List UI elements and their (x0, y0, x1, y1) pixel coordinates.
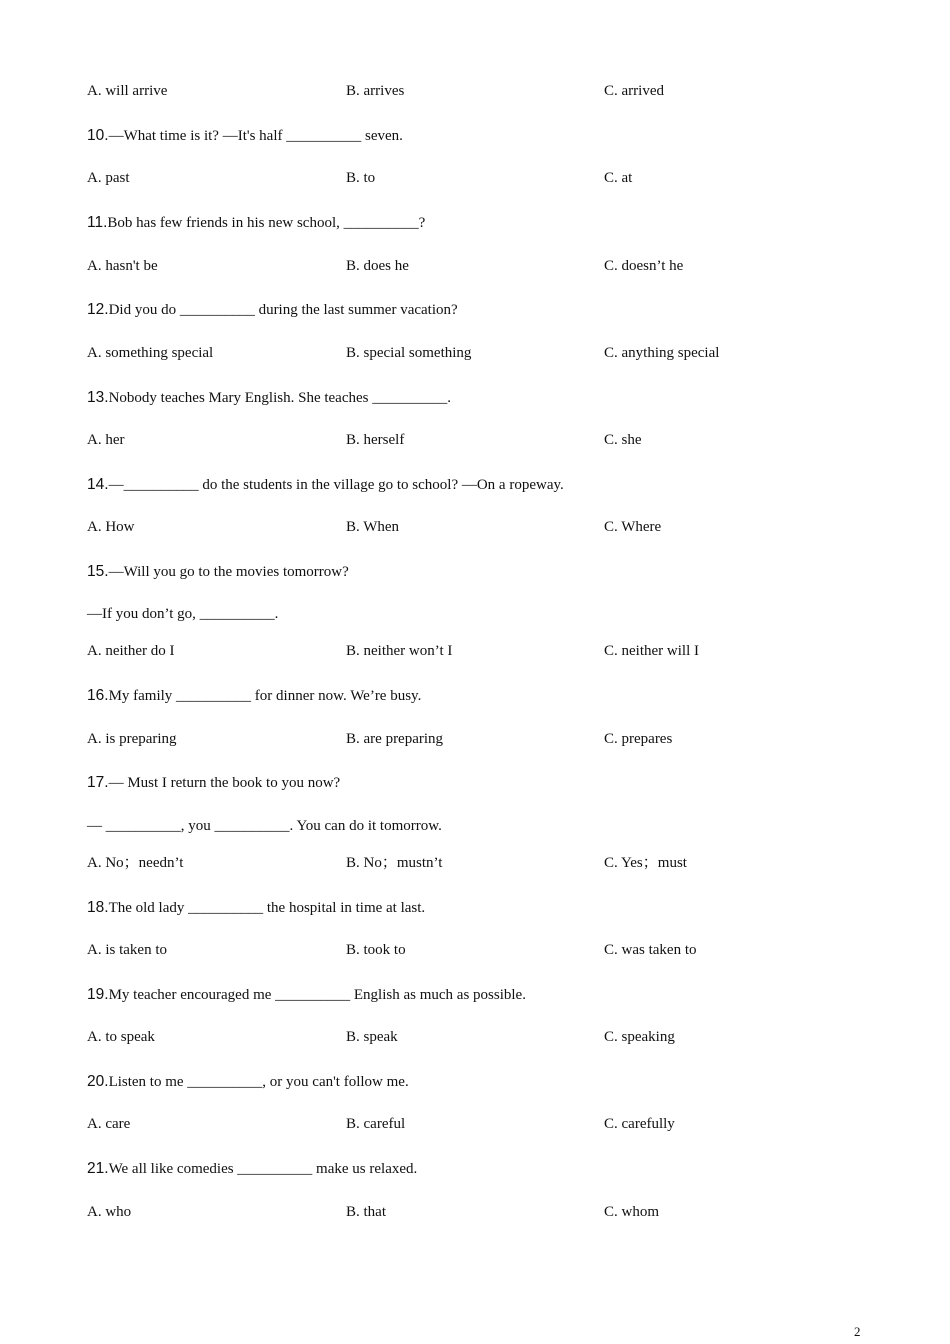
option-a: A. to speak (87, 1029, 155, 1045)
option-a: A. care (87, 1116, 131, 1132)
question-20-stem (87, 1071, 887, 1093)
option-c: C. carefully (604, 1116, 675, 1132)
option-c: C. she (604, 432, 642, 448)
page-number: 2 (854, 1324, 861, 1339)
option-b: B. arrives (346, 83, 405, 99)
question-text: My teacher encouraged me __________ English as much as possible. (108, 987, 526, 1003)
option-b: B. herself (346, 432, 405, 448)
question-number: 15. (87, 563, 109, 580)
question-text: Did you do __________ during the last summer vacation? (108, 302, 458, 318)
option-b: B. to (346, 170, 376, 186)
question-10-stem (87, 125, 887, 147)
option-c: C. at (604, 170, 633, 186)
question-18-options (87, 939, 887, 961)
option-b: B. careful (346, 1116, 406, 1132)
question-text: —__________ do the students in the village go to school? —On a ropeway. (108, 477, 564, 493)
question-18-stem (87, 897, 887, 919)
question-text: My family __________ for dinner now. We’re busy. (108, 688, 422, 704)
question-text: Bob has few friends in his new school, __________? (107, 215, 426, 231)
question-number: 18. (87, 899, 109, 916)
question-14-stem (87, 474, 887, 496)
question-19-stem (87, 984, 887, 1006)
question-number: 10. (87, 127, 109, 144)
question-15-reply (87, 603, 887, 625)
option-c: C. arrived (604, 83, 664, 99)
question-text-line-2: —If you don’t go, __________. (87, 606, 279, 622)
option-c: C. neither will I (604, 643, 699, 659)
option-c: C. Yes；must (604, 855, 687, 871)
question-text: Listen to me __________, or you can't follow me. (108, 1074, 409, 1090)
question-13-options (87, 429, 887, 451)
option-b: B. special something (346, 345, 472, 361)
question-number: 21. (87, 1160, 109, 1177)
question-text: — Must I return the book to you now? (108, 775, 341, 791)
question-11-options (87, 255, 887, 277)
option-a: A. hasn't be (87, 258, 158, 274)
question-number: 11. (87, 214, 108, 231)
question-number: 19. (87, 986, 109, 1003)
option-c: C. Where (604, 519, 662, 535)
option-b: B. are preparing (346, 731, 444, 747)
question-10-options (87, 167, 887, 189)
option-a: A. her (87, 432, 125, 448)
option-a: A. something special (87, 345, 214, 361)
question-12-stem (87, 299, 887, 321)
question-text: We all like comedies __________ make us relaxed. (108, 1161, 418, 1177)
question-11-stem (87, 212, 887, 234)
question-text: Nobody teaches Mary English. She teaches __________. (108, 390, 451, 406)
option-b: B. took to (346, 942, 406, 958)
question-text: —What time is it? —It's half __________ seven. (108, 128, 403, 144)
option-b: B. that (346, 1204, 386, 1220)
question-21-options (87, 1201, 887, 1223)
question-21-stem (87, 1158, 887, 1180)
question-13-stem (87, 387, 887, 409)
option-c: C. prepares (604, 731, 673, 747)
question-16-options (87, 728, 887, 750)
question-17-options (87, 852, 887, 874)
option-b: B. No；mustn’t (346, 855, 443, 871)
option-c: C. whom (604, 1204, 660, 1220)
question-number: 17. (87, 774, 109, 791)
question-17-reply (87, 815, 887, 837)
option-a: A. is taken to (87, 942, 167, 958)
question-text: The old lady __________ the hospital in time at last. (108, 900, 426, 916)
option-a: A. No；needn’t (87, 855, 184, 871)
question-12-options (87, 342, 887, 364)
question-17-stem (87, 772, 887, 794)
question-number: 12. (87, 301, 109, 318)
question-number: 13. (87, 389, 109, 406)
question-19-options (87, 1026, 887, 1048)
option-a: A. who (87, 1204, 132, 1220)
question-text: —Will you go to the movies tomorrow? (108, 564, 349, 580)
option-a: A. past (87, 170, 130, 186)
question-text-line-2: — __________, you __________. You can do it tomorrow. (87, 818, 442, 834)
option-a: A. will arrive (87, 83, 168, 99)
question-15-options (87, 640, 887, 662)
question-9-options (87, 80, 887, 102)
option-c: C. anything special (604, 345, 720, 361)
question-16-stem (87, 685, 887, 707)
option-c: C. speaking (604, 1029, 675, 1045)
option-a: A. neither do I (87, 643, 175, 659)
option-b: B. does he (346, 258, 409, 274)
option-a: A. How (87, 519, 135, 535)
question-number: 20. (87, 1073, 109, 1090)
option-b: B. neither won’t I (346, 643, 453, 659)
option-b: B. speak (346, 1029, 398, 1045)
question-20-options (87, 1113, 887, 1135)
option-c: C. was taken to (604, 942, 697, 958)
option-a: A. is preparing (87, 731, 177, 747)
question-15-stem (87, 561, 887, 583)
option-b: B. When (346, 519, 400, 535)
option-c: C. doesn’t he (604, 258, 684, 274)
question-number: 14. (87, 476, 109, 493)
question-14-options (87, 516, 887, 538)
question-number: 16. (87, 687, 109, 704)
